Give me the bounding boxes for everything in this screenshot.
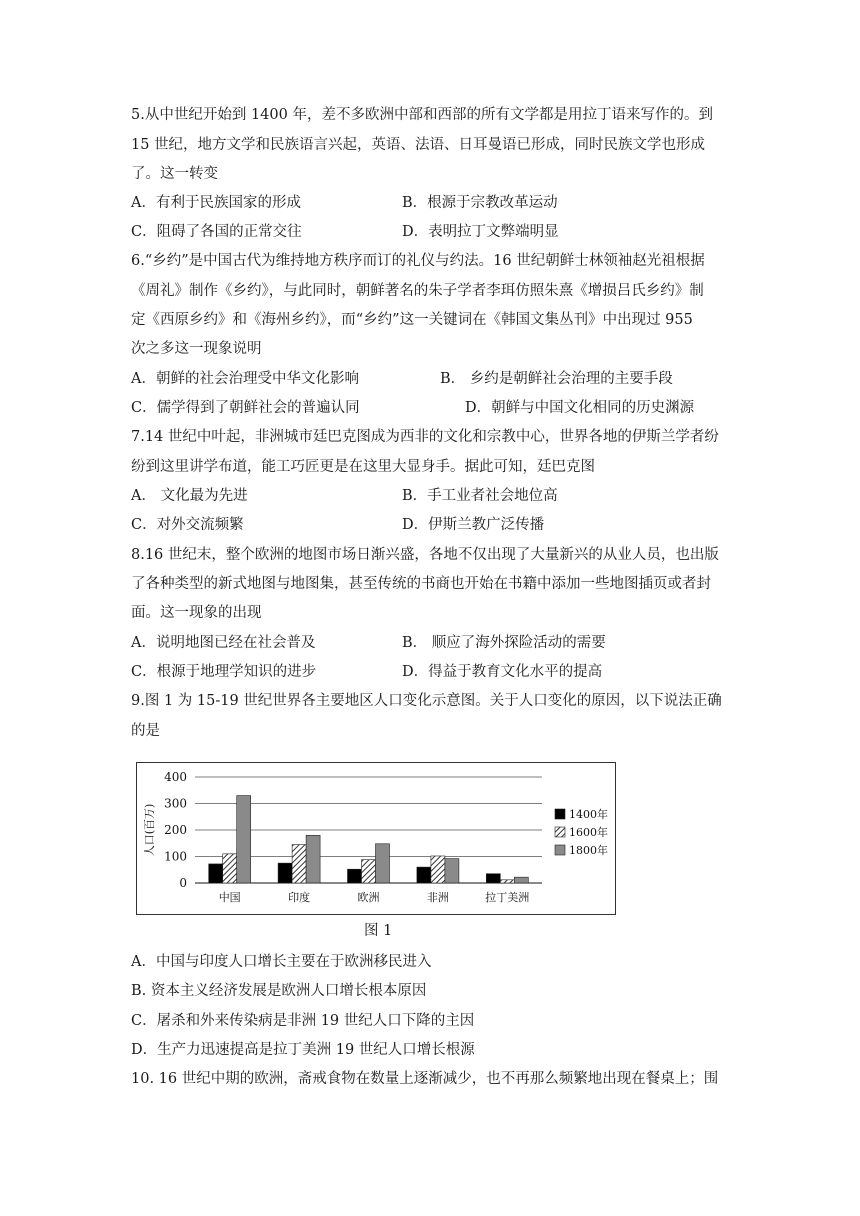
bar-拉丁美洲-1800年 [514,877,528,883]
legend-label: 1600年 [569,826,608,839]
q5-option-a: A．有利于民族国家的形成 [131,195,301,211]
population-chart-svg [137,763,615,914]
bar-非洲-1600年 [431,856,445,883]
q9-stem-line: 9.图 1 为 15-19 世纪世界各主要地区人口变化示意图。关于人口变化的原因，以下说法正确 [131,693,722,709]
q5-stem-line: 了。这一转变 [131,166,218,182]
q6-option-c: C．儒学得到了朝鲜社会的普遍认同 [131,400,360,416]
bar-欧洲-1800年 [376,844,390,883]
x-tick-label: 印度 [288,891,311,904]
q8-option-c: C．根源于地理学知识的进步 [131,664,317,680]
q5-stem-line: 15 世纪，地方文学和民族语言兴起，英语、法语、日耳曼语已形成，同时民族文学也形成 [131,137,706,153]
bar-中国-1400年 [209,864,223,883]
q5-stem-line: 5.从中世纪开始到 1400 年，差不多欧洲中部和西部的所有文学都是用拉丁语来写作的。到 [131,107,713,123]
q6-stem-line: 6.“乡约”是中国古代为维持地方秩序而订的礼仪与约法。16 世纪朝鲜士林领袖赵光祖根据 [131,253,705,269]
q6-stem-line: 定《西原乡约》和《海州乡约》，而“乡约”这一关键词在《韩国文集丛刊》中出现过 955 [131,312,693,328]
legend-swatch [555,845,565,855]
bar-非洲-1800年 [445,859,459,883]
bar-非洲-1400年 [417,867,431,883]
bar-欧洲-1600年 [362,860,376,883]
legend-swatch [555,809,565,819]
bar-中国-1800年 [237,796,251,883]
legend-swatch [555,827,565,837]
legend-label: 1400年 [569,808,608,821]
x-tick-label: 中国 [218,891,241,904]
x-tick-label: 非洲 [426,891,449,904]
q7-option-b: B．手工业者社会地位高 [402,488,558,504]
q6-stem-line: 《周礼》制作《乡约》，与此同时，朝鲜著名的朱子学者李珥仿照朱熹《增损吕氏乡约》制 [131,283,704,299]
x-tick-label: 拉丁美洲 [485,891,530,904]
bar-印度-1400年 [278,863,292,883]
q8-stem-line: 8.16 世纪末，整个欧洲的地图市场日渐兴盛，各地不仅出现了大量新兴的从业人员，也出版 [131,547,719,563]
q5-option-b: B．根源于宗教改革运动 [402,195,558,211]
legend-label: 1800年 [569,844,608,857]
figure-caption: 图 1 [364,923,393,939]
population-chart [136,762,616,915]
y-tick-label: 200 [164,823,187,837]
q9-stem-line: 的是 [131,723,160,739]
q6-option-b: B． 乡约是朝鲜社会治理的主要手段 [440,371,673,387]
q9-option-a: A．中国与印度人口增长主要在于欧洲移民进入 [131,954,432,970]
y-tick-label: 300 [164,796,187,811]
bar-印度-1600年 [292,845,306,883]
bar-拉丁美洲-1600年 [500,880,514,883]
y-tick-label: 0 [179,876,187,890]
q7-stem-line: 7.14 世纪中叶起，非洲城市廷巴克图成为西非的文化和宗教中心，世界各地的伊斯兰学者纷 [131,429,719,445]
q8-option-d: D．得益于教育文化水平的提高 [402,664,603,680]
q8-stem-line: 了各种类型的新式地图与地图集，甚至传统的书商也开始在书籍中添加一些地图插页或者封 [131,576,711,592]
q6-stem-line: 次之多这一现象说明 [131,341,262,357]
q7-option-d: D．伊斯兰教广泛传播 [402,517,545,533]
y-tick-label: 400 [164,770,187,784]
q9-option-d: D．生产力迅速提高是拉丁美洲 19 世纪人口增长根源 [131,1042,475,1058]
q7-option-a: A． 文化最为先进 [131,488,248,504]
q8-option-b: B． 顺应了海外探险活动的需要 [402,635,606,651]
q9-option-c: C．屠杀和外来传染病是非洲 19 世纪人口下降的主因 [131,1013,475,1029]
q10-stem-line: 10. 16 世纪中期的欧洲，斋戒食物在数量上逐渐减少，也不再那么频繁地出现在餐桌上；围 [131,1071,719,1087]
q7-stem-line: 纷到这里讲学布道，能工巧匠更是在这里大显身手。据此可知，廷巴克图 [131,459,595,475]
y-tick-label: 100 [164,849,187,864]
q7-option-c: C．对外交流频繁 [131,517,244,533]
q6-option-a: A．朝鲜的社会治理受中华文化影响 [131,371,359,387]
q9-option-b: B. 资本主义经济发展是欧洲人口增长根本原因 [131,983,427,999]
q8-stem-line: 面。这一现象的出现 [131,605,262,621]
bar-印度-1800年 [306,835,320,883]
bar-欧洲-1400年 [348,869,362,883]
x-tick-label: 欧洲 [357,891,380,904]
y-axis-label: 人口(百万) [143,803,156,857]
bar-中国-1600年 [223,854,237,883]
q8-option-a: A．说明地图已经在社会普及 [131,635,316,651]
q5-option-d: D．表明拉丁文弊端明显 [402,224,559,240]
q6-option-d: D．朝鲜与中国文化相同的历史渊源 [465,400,695,416]
bar-拉丁美洲-1400年 [486,874,500,883]
q5-option-c: C．阻碍了各国的正常交往 [131,224,302,240]
